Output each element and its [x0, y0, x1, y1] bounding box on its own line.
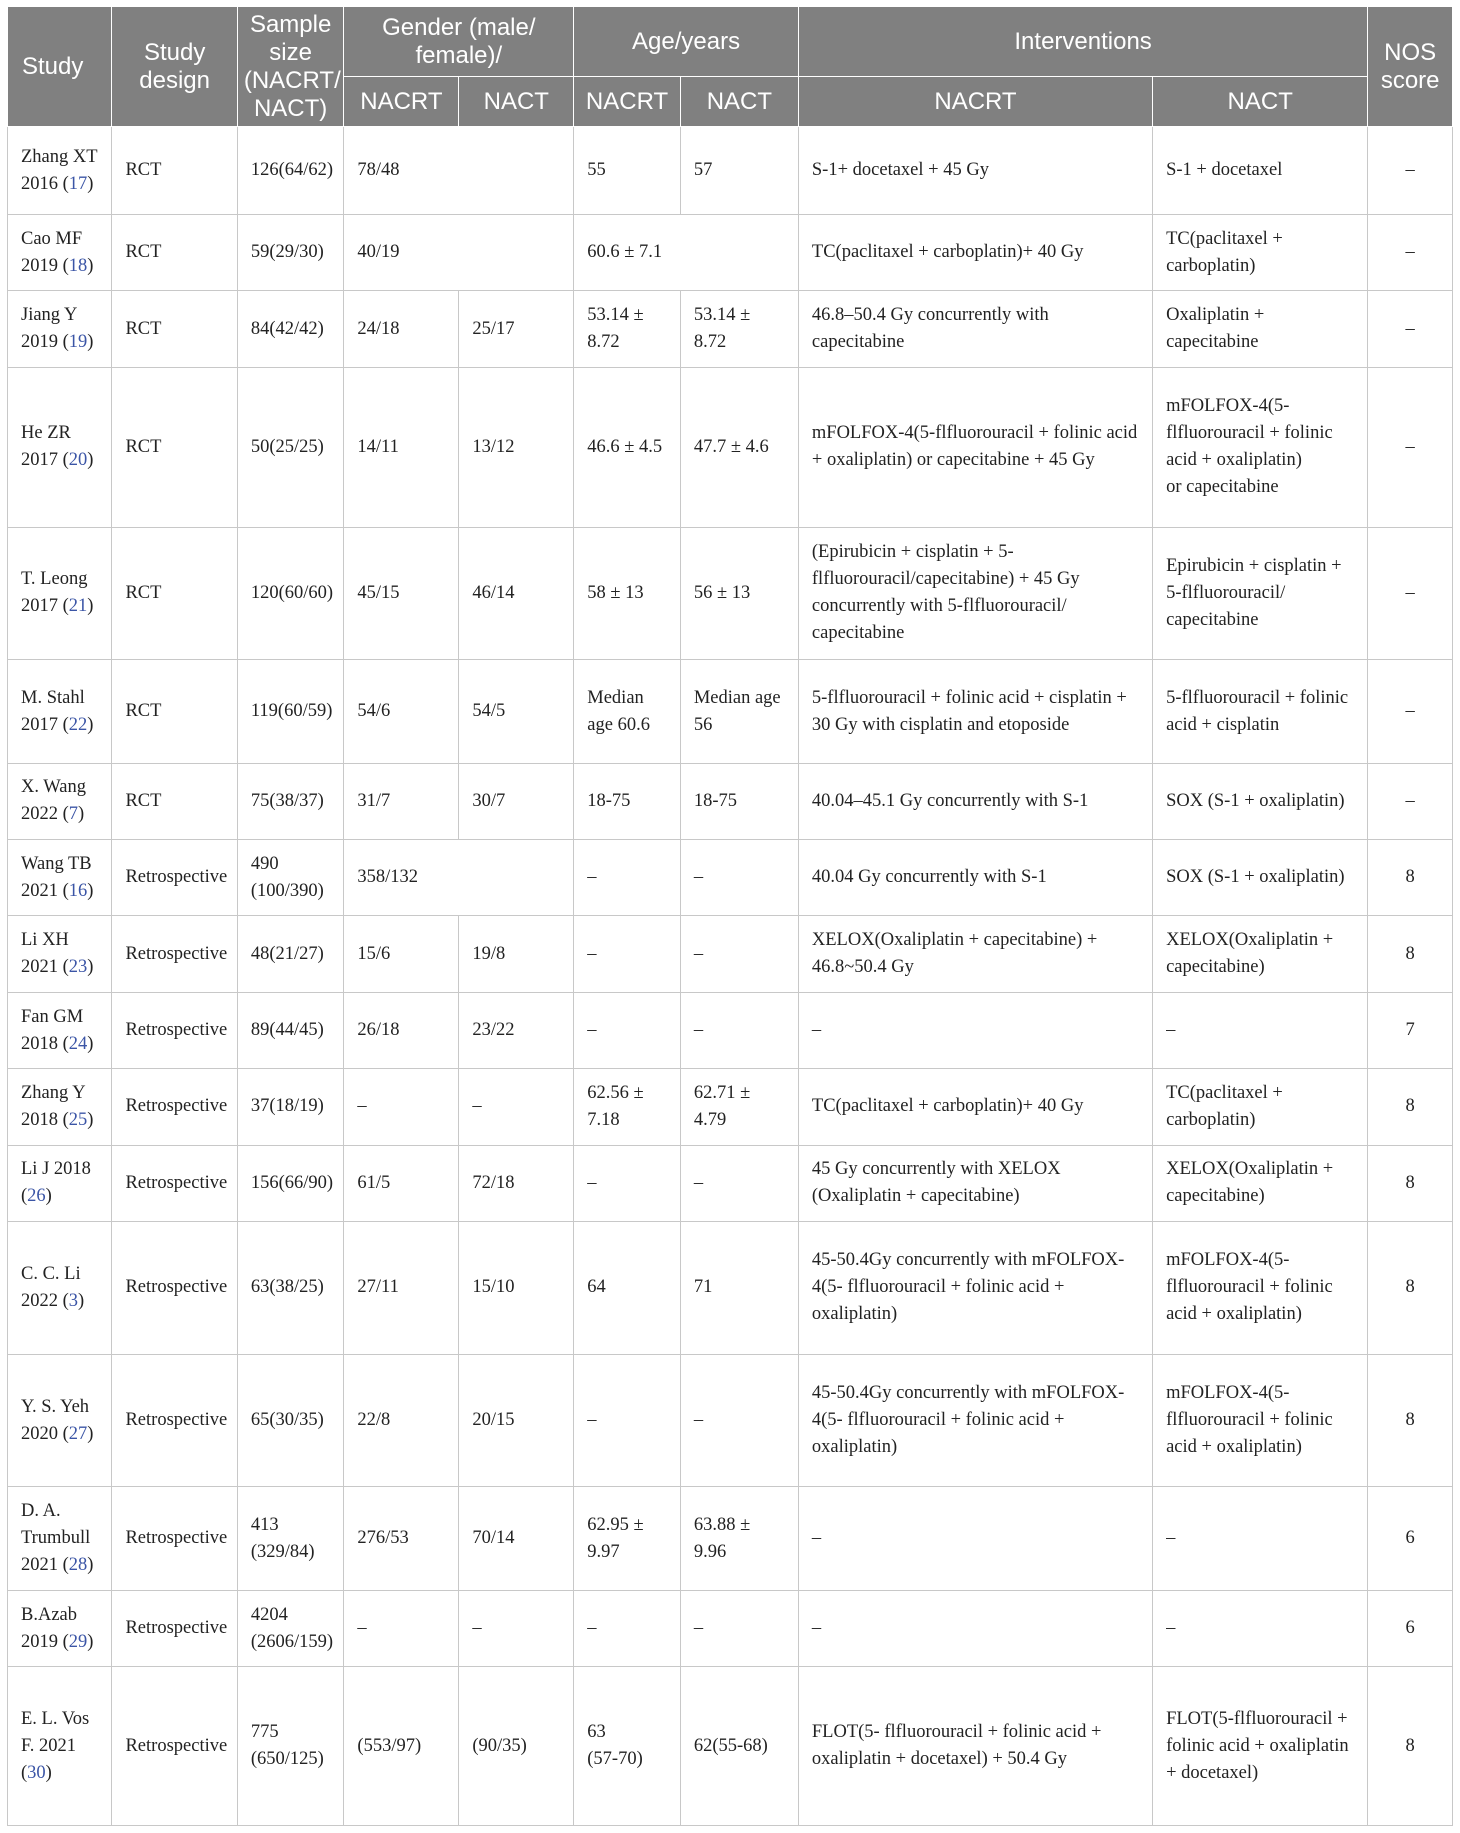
gender-cell: 78/48: [344, 127, 574, 215]
nos-score-cell: 8: [1368, 1667, 1453, 1826]
reference-link[interactable]: 30: [27, 1762, 46, 1783]
header-age: Age/years: [574, 7, 799, 77]
study-name-close: ): [87, 1423, 94, 1444]
study-name: Li J 2018 (: [21, 1159, 91, 1207]
study-cell: [8, 1145, 112, 1221]
study-design-cell: Retrospective: [112, 1487, 237, 1590]
nos-score-cell: 7: [1368, 992, 1453, 1068]
nos-score-cell: –: [1368, 127, 1453, 215]
age-nact-cell: –: [680, 992, 798, 1068]
gender-nacrt-cell: –: [344, 1069, 459, 1145]
gender-nact-cell: 54/5: [459, 660, 574, 763]
header-gender-nacrt: NACRT: [344, 77, 459, 127]
gender-nact-cell: 19/8: [459, 916, 574, 992]
gender-nact-cell: 30/7: [459, 763, 574, 839]
table-row: [8, 1590, 1453, 1666]
reference-link[interactable]: 26: [27, 1186, 46, 1207]
interventions-nacrt-cell: 45-50.4Gy concurrently with mFOLFOX-4(5- flfluorouracil + folinic acid + oxaliplatin): [798, 1221, 1152, 1354]
study-design-cell: RCT: [112, 763, 237, 839]
interventions-nact-cell: XELOX(Oxaliplatin + capecitabine): [1153, 916, 1368, 992]
age-nacrt-cell: –: [574, 1354, 681, 1487]
age-nact-cell: –: [680, 916, 798, 992]
interventions-nacrt-cell: S-1+ docetaxel + 45 Gy: [798, 127, 1152, 215]
nos-score-cell: 8: [1368, 840, 1453, 916]
interventions-nacrt-cell: FLOT(5- flfluorouracil + folinic acid + oxaliplatin + docetaxel) + 50.4 Gy: [798, 1667, 1152, 1826]
reference-link[interactable]: 7: [68, 804, 79, 825]
study-name-close: ): [87, 957, 94, 978]
sample-size-cell: 4204 (2606/159): [237, 1590, 344, 1666]
gender-nacrt-cell: 15/6: [344, 916, 459, 992]
nos-score-cell: 6: [1368, 1590, 1453, 1666]
reference-link[interactable]: 27: [68, 1423, 88, 1444]
interventions-nacrt-cell: 5-flfluorouracil + folinic acid + cisplatin + 30 Gy with cisplatin and etoposide: [798, 660, 1152, 763]
study-name: C. C. Li 2022 (: [21, 1263, 81, 1311]
table-header: [8, 7, 1453, 127]
study-design-cell: RCT: [112, 291, 237, 367]
interventions-nact-cell: –: [1153, 1590, 1368, 1666]
interventions-nact-cell: –: [1153, 1487, 1368, 1590]
table-row: [8, 1354, 1453, 1487]
table-row: [8, 1145, 1453, 1221]
table-row: [8, 215, 1453, 291]
nos-score-cell: –: [1368, 367, 1453, 527]
reference-link[interactable]: 21: [68, 596, 88, 617]
study-name: Jiang Y 2019 (: [21, 305, 77, 353]
nos-score-cell: –: [1368, 660, 1453, 763]
nos-score-cell: –: [1368, 763, 1453, 839]
study-name-close: ): [87, 596, 94, 617]
nos-score-cell: 8: [1368, 916, 1453, 992]
study-cell: [8, 1667, 112, 1826]
age-nacrt-cell: –: [574, 992, 681, 1068]
reference-link[interactable]: 28: [68, 1555, 88, 1576]
sample-size-cell: 119(60/59): [237, 660, 344, 763]
study-name: Fan GM 2018 (: [21, 1006, 84, 1054]
reference-link[interactable]: 16: [68, 880, 88, 901]
reference-link[interactable]: 22: [68, 714, 88, 735]
age-nact-cell: Median age 56: [680, 660, 798, 763]
nos-score-cell: 8: [1368, 1354, 1453, 1487]
sample-size-cell: 75(38/37): [237, 763, 344, 839]
study-name-close: ): [87, 332, 94, 353]
interventions-nacrt-cell: mFOLFOX-4(5-flfluorouracil + folinic acid + oxaliplatin) or capecitabine + 45 Gy: [798, 367, 1152, 527]
study-name-close: ): [87, 173, 94, 194]
reference-link[interactable]: 19: [68, 332, 88, 353]
age-nacrt-cell: –: [574, 840, 681, 916]
study-name-close: ): [87, 880, 94, 901]
sample-size-cell: 89(44/45): [237, 992, 344, 1068]
nos-score-cell: –: [1368, 215, 1453, 291]
table-row: [8, 367, 1453, 527]
study-name: Cao MF 2019 (: [21, 228, 83, 276]
gender-nact-cell: 20/15: [459, 1354, 574, 1487]
study-cell: [8, 127, 112, 215]
study-name: He ZR 2017 (: [21, 423, 71, 471]
study-cell: [8, 527, 112, 660]
table-row: [8, 1667, 1453, 1826]
interventions-nacrt-cell: –: [798, 992, 1152, 1068]
sample-size-cell: 37(18/19): [237, 1069, 344, 1145]
sample-size-cell: 50(25/25): [237, 367, 344, 527]
interventions-nact-cell: –: [1153, 992, 1368, 1068]
study-cell: [8, 291, 112, 367]
study-name-close: ): [78, 804, 85, 825]
study-name: Zhang Y 2018 (: [21, 1082, 85, 1130]
interventions-nact-cell: TC(paclitaxel + carboplatin): [1153, 215, 1368, 291]
gender-nact-cell: 15/10: [459, 1221, 574, 1354]
table-row: [8, 763, 1453, 839]
age-nacrt-cell: 18-75: [574, 763, 681, 839]
gender-nact-cell: 72/18: [459, 1145, 574, 1221]
age-nact-cell: 63.88 ± 9.96: [680, 1487, 798, 1590]
nos-score-cell: –: [1368, 291, 1453, 367]
sample-size-cell: 156(66/90): [237, 1145, 344, 1221]
age-nacrt-cell: 62.56 ± 7.18: [574, 1069, 681, 1145]
interventions-nacrt-cell: 46.8–50.4 Gy concurrently with capecitabine: [798, 291, 1152, 367]
sample-size-cell: 48(21/27): [237, 916, 344, 992]
study-name-close: ): [78, 1290, 85, 1311]
study-design-cell: Retrospective: [112, 1069, 237, 1145]
study-cell: [8, 660, 112, 763]
header-study: Study: [8, 7, 112, 127]
study-name-close: ): [87, 1555, 94, 1576]
table-row: [8, 840, 1453, 916]
sample-size-cell: 59(29/30): [237, 215, 344, 291]
interventions-nact-cell: Epirubicin + cisplatin + 5-flfluorouracil/ capecitabine: [1153, 527, 1368, 660]
table-body: [8, 127, 1453, 1826]
interventions-nacrt-cell: 45-50.4Gy concurrently with mFOLFOX-4(5- flfluorouracil + folinic acid + oxaliplatin): [798, 1354, 1152, 1487]
gender-nact-cell: 13/12: [459, 367, 574, 527]
sample-size-cell: 63(38/25): [237, 1221, 344, 1354]
study-design-cell: RCT: [112, 127, 237, 215]
gender-nact-cell: 70/14: [459, 1487, 574, 1590]
header-age-nact: NACT: [680, 77, 798, 127]
interventions-nact-cell: SOX (S-1 + oxaliplatin): [1153, 763, 1368, 839]
table-row: [8, 1487, 1453, 1590]
table-row: [8, 992, 1453, 1068]
gender-nacrt-cell: 61/5: [344, 1145, 459, 1221]
age-nact-cell: 57: [680, 127, 798, 215]
study-design-cell: Retrospective: [112, 1354, 237, 1487]
header-nos-score: NOS score: [1368, 7, 1453, 127]
age-nacrt-cell: Median age 60.6: [574, 660, 681, 763]
study-cell: [8, 916, 112, 992]
interventions-nact-cell: mFOLFOX-4(5-flfluorouracil + folinic acid + oxaliplatin): [1153, 1354, 1368, 1487]
table-row: [8, 916, 1453, 992]
age-nacrt-cell: 53.14 ± 8.72: [574, 291, 681, 367]
interventions-nact-cell: mFOLFOX-4(5-flfluorouracil + folinic acid + oxaliplatin) or capecitabine: [1153, 367, 1368, 527]
sample-size-cell: 65(30/35): [237, 1354, 344, 1487]
interventions-nacrt-cell: 40.04 Gy concurrently with S-1: [798, 840, 1152, 916]
age-nact-cell: 56 ± 13: [680, 527, 798, 660]
study-design-cell: RCT: [112, 215, 237, 291]
nos-score-cell: 8: [1368, 1221, 1453, 1354]
reference-link[interactable]: 29: [68, 1631, 88, 1652]
gender-cell: 40/19: [344, 215, 574, 291]
header-age-nacrt: NACRT: [574, 77, 681, 127]
gender-nact-cell: (90/35): [459, 1667, 574, 1826]
table-row: [8, 291, 1453, 367]
age-nact-cell: 62(55-68): [680, 1667, 798, 1826]
gender-nacrt-cell: 24/18: [344, 291, 459, 367]
gender-nacrt-cell: 27/11: [344, 1221, 459, 1354]
age-nact-cell: –: [680, 1590, 798, 1666]
interventions-nact-cell: SOX (S-1 + oxaliplatin): [1153, 840, 1368, 916]
study-name-close: ): [87, 1631, 94, 1652]
table-row: [8, 1221, 1453, 1354]
sample-size-cell: 126(64/62): [237, 127, 344, 215]
header-gender: Gender (male/ female)/: [344, 7, 574, 77]
interventions-nacrt-cell: TC(paclitaxel + carboplatin)+ 40 Gy: [798, 215, 1152, 291]
study-design-cell: Retrospective: [112, 1221, 237, 1354]
study-cell: [8, 367, 112, 527]
sample-size-cell: 120(60/60): [237, 527, 344, 660]
study-design-cell: Retrospective: [112, 1667, 237, 1826]
study-name: Zhang XT 2016 (: [21, 146, 98, 194]
table-row: [8, 660, 1453, 763]
study-design-cell: Retrospective: [112, 1590, 237, 1666]
study-design-cell: Retrospective: [112, 916, 237, 992]
reference-link[interactable]: 24: [68, 1033, 88, 1054]
interventions-nacrt-cell: 45 Gy concurrently with XELOX (Oxaliplatin + capecitabine): [798, 1145, 1152, 1221]
study-cell: [8, 1069, 112, 1145]
reference-link[interactable]: 18: [68, 255, 88, 276]
sample-size-cell: 775 (650/125): [237, 1667, 344, 1826]
header-interventions-nacrt: NACRT: [798, 77, 1152, 127]
study-design-cell: RCT: [112, 367, 237, 527]
study-cell: [8, 1590, 112, 1666]
study-name-close: ): [45, 1762, 52, 1783]
study-name-close: ): [45, 1186, 52, 1207]
study-cell: [8, 1221, 112, 1354]
interventions-nact-cell: Oxaliplatin + capecitabine: [1153, 291, 1368, 367]
study-name-close: ): [87, 255, 94, 276]
age-nacrt-cell: 46.6 ± 4.5: [574, 367, 681, 527]
table-row: [8, 1069, 1453, 1145]
study-cell: [8, 992, 112, 1068]
gender-nact-cell: –: [459, 1590, 574, 1666]
study-name: Y. S. Yeh 2020 (: [21, 1396, 90, 1444]
interventions-nact-cell: S-1 + docetaxel: [1153, 127, 1368, 215]
gender-nact-cell: –: [459, 1069, 574, 1145]
gender-nacrt-cell: 45/15: [344, 527, 459, 660]
reference-link[interactable]: 17: [68, 173, 88, 194]
table-row: [8, 527, 1453, 660]
nos-score-cell: 8: [1368, 1145, 1453, 1221]
gender-nacrt-cell: 14/11: [344, 367, 459, 527]
interventions-nact-cell: mFOLFOX-4(5-flfluorouracil + folinic acid + oxaliplatin): [1153, 1221, 1368, 1354]
age-nact-cell: 53.14 ± 8.72: [680, 291, 798, 367]
study-cell: [8, 1487, 112, 1590]
reference-link[interactable]: 23: [68, 957, 88, 978]
study-name: T. Leong 2017 (: [21, 569, 88, 617]
header-interventions-nact: NACT: [1153, 77, 1368, 127]
study-design-cell: Retrospective: [112, 840, 237, 916]
age-nacrt-cell: –: [574, 1590, 681, 1666]
reference-link[interactable]: 3: [68, 1290, 79, 1311]
age-nact-cell: –: [680, 1145, 798, 1221]
study-cell: [8, 1354, 112, 1487]
study-cell: [8, 763, 112, 839]
gender-nact-cell: 46/14: [459, 527, 574, 660]
study-name: X. Wang 2022 (: [21, 777, 86, 825]
age-nact-cell: –: [680, 840, 798, 916]
gender-nacrt-cell: 26/18: [344, 992, 459, 1068]
gender-nacrt-cell: 22/8: [344, 1354, 459, 1487]
study-name-close: ): [87, 714, 94, 735]
age-nacrt-cell: 62.95 ± 9.97: [574, 1487, 681, 1590]
study-cell: [8, 840, 112, 916]
study-name-close: ): [87, 450, 94, 471]
gender-nacrt-cell: 31/7: [344, 763, 459, 839]
gender-nacrt-cell: –: [344, 1590, 459, 1666]
age-nacrt-cell: 55: [574, 127, 681, 215]
gender-nacrt-cell: 276/53: [344, 1487, 459, 1590]
gender-nact-cell: 25/17: [459, 291, 574, 367]
interventions-nacrt-cell: (Epirubicin + cisplatin + 5-flfluorouracil/capecitabine) + 45 Gy concurrently with 5-flfluorouracil/ capecitabine: [798, 527, 1152, 660]
nos-score-cell: 8: [1368, 1069, 1453, 1145]
interventions-nact-cell: FLOT(5-flfluorouracil + folinic acid + oxaliplatin + docetaxel): [1153, 1667, 1368, 1826]
study-design-cell: RCT: [112, 527, 237, 660]
reference-link[interactable]: 25: [68, 1109, 88, 1130]
age-nacrt-cell: 58 ± 13: [574, 527, 681, 660]
age-nacrt-cell: –: [574, 1145, 681, 1221]
interventions-nacrt-cell: XELOX(Oxaliplatin + capecitabine) + 46.8~50.4 Gy: [798, 916, 1152, 992]
study-name: Wang TB 2021 (: [21, 853, 92, 901]
table-row: [8, 127, 1453, 215]
study-name: D. A. Trumbull 2021 (: [21, 1501, 91, 1576]
interventions-nact-cell: 5-flfluorouracil + folinic acid + cisplatin: [1153, 660, 1368, 763]
interventions-nacrt-cell: 40.04–45.1 Gy concurrently with S-1: [798, 763, 1152, 839]
study-name: E. L. Vos F. 2021 (: [21, 1708, 90, 1783]
interventions-nacrt-cell: –: [798, 1487, 1152, 1590]
sample-size-cell: 490 (100/390): [237, 840, 344, 916]
studies-table: [7, 6, 1453, 1826]
interventions-nacrt-cell: –: [798, 1590, 1152, 1666]
age-nact-cell: 18-75: [680, 763, 798, 839]
age-nact-cell: 62.71 ± 4.79: [680, 1069, 798, 1145]
sample-size-cell: 84(42/42): [237, 291, 344, 367]
age-nacrt-cell: 63 (57-70): [574, 1667, 681, 1826]
age-nact-cell: 47.7 ± 4.6: [680, 367, 798, 527]
study-design-cell: RCT: [112, 660, 237, 763]
study-design-cell: Retrospective: [112, 992, 237, 1068]
header-sample-size: Sample size (NACRT/ NACT): [237, 7, 344, 127]
study-name-close: ): [87, 1109, 94, 1130]
study-design-cell: Retrospective: [112, 1145, 237, 1221]
study-name: B.Azab 2019 (: [21, 1604, 77, 1652]
nos-score-cell: 6: [1368, 1487, 1453, 1590]
gender-nact-cell: 23/22: [459, 992, 574, 1068]
study-cell: [8, 215, 112, 291]
header-gender-nact: NACT: [459, 77, 574, 127]
interventions-nact-cell: XELOX(Oxaliplatin + capecitabine): [1153, 1145, 1368, 1221]
age-cell: 60.6 ± 7.1: [574, 215, 799, 291]
study-name-close: ): [87, 1033, 94, 1054]
study-name: M. Stahl 2017 (: [21, 687, 85, 735]
gender-cell: 358/132: [344, 840, 574, 916]
age-nacrt-cell: –: [574, 916, 681, 992]
sample-size-cell: 413 (329/84): [237, 1487, 344, 1590]
age-nact-cell: 71: [680, 1221, 798, 1354]
age-nacrt-cell: 64: [574, 1221, 681, 1354]
header-interventions: Interventions: [798, 7, 1367, 77]
nos-score-cell: –: [1368, 527, 1453, 660]
age-nact-cell: –: [680, 1354, 798, 1487]
interventions-nacrt-cell: TC(paclitaxel + carboplatin)+ 40 Gy: [798, 1069, 1152, 1145]
study-name: Li XH 2021 (: [21, 930, 69, 978]
gender-nacrt-cell: (553/97): [344, 1667, 459, 1826]
header-study-design: Study design: [112, 7, 237, 127]
gender-nacrt-cell: 54/6: [344, 660, 459, 763]
reference-link[interactable]: 20: [68, 450, 88, 471]
interventions-nact-cell: TC(paclitaxel + carboplatin): [1153, 1069, 1368, 1145]
